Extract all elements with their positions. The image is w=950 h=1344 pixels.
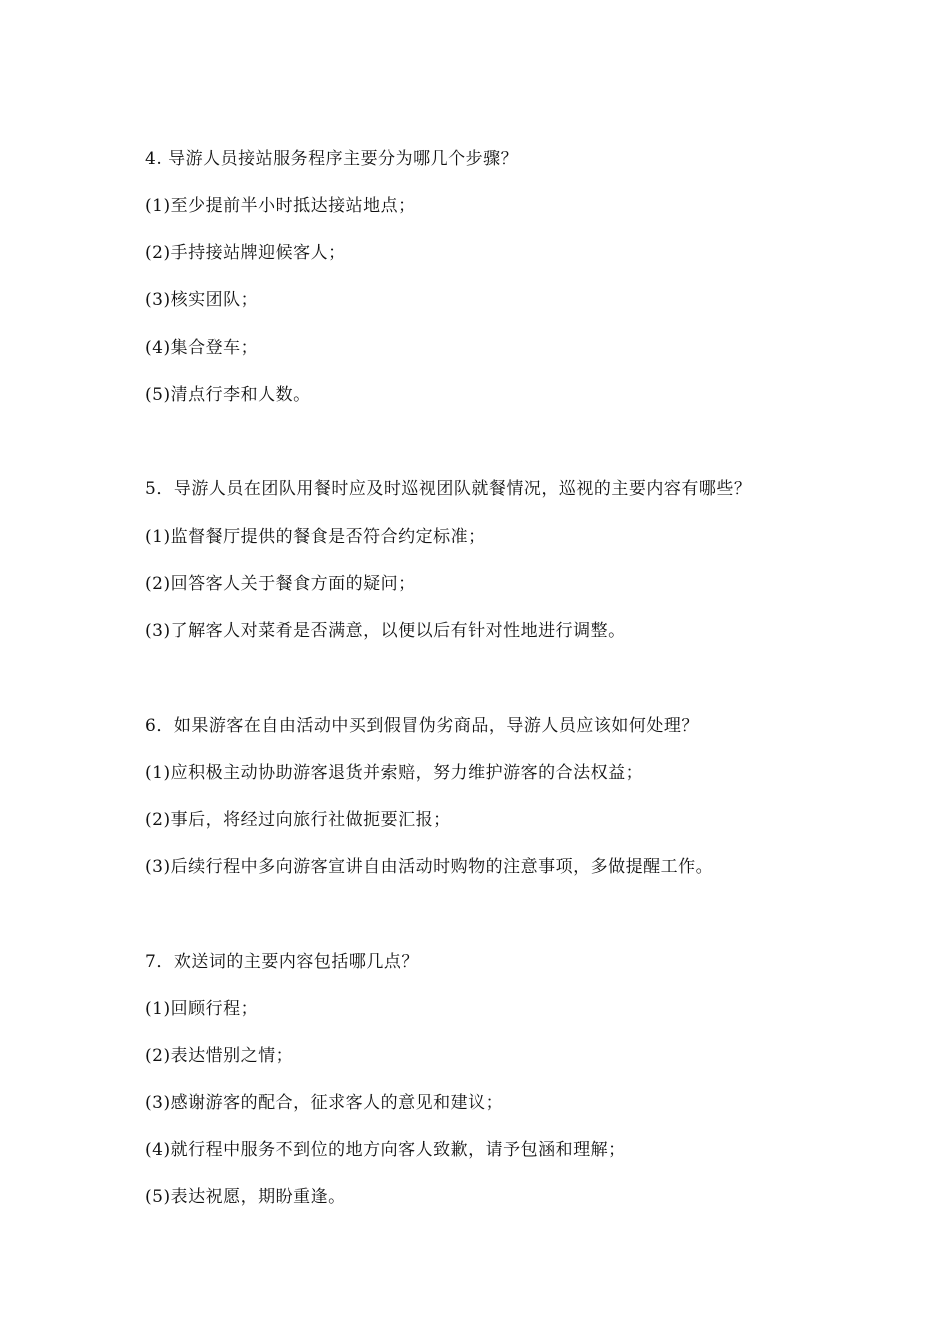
answer-4-3: (3)核实团队； — [145, 290, 259, 310]
answer-7-3: (3)感谢游客的配合，征求客人的意见和建议； — [145, 1093, 504, 1113]
question-4: 4. 导游人员接站服务程序主要分为哪几个步骤？ — [145, 149, 519, 169]
answer-5-3: (3)了解客人对菜肴是否满意，以便以后有针对性地进行调整。 — [145, 621, 626, 641]
answer-5-2: (2)回答客人关于餐食方面的疑问； — [145, 574, 416, 594]
answer-7-1: (1)回顾行程； — [145, 999, 259, 1019]
answer-6-1: (1)应积极主动协助游客退货并索赔，努力维护游客的合法权益； — [145, 763, 644, 783]
answer-6-3: (3)后续行程中多向游客宣讲自由活动时购物的注意事项，多做提醒工作。 — [145, 857, 714, 877]
answer-5-1: (1)监督餐厅提供的餐食是否符合约定标准； — [145, 527, 486, 547]
answer-6-2: (2)事后，将经过向旅行社做扼要汇报； — [145, 810, 451, 830]
question-5: 5．导游人员在团队用餐时应及时巡视团队就餐情况，巡视的主要内容有哪些？ — [145, 479, 752, 499]
answer-4-5: (5)清点行李和人数。 — [145, 385, 311, 405]
answer-4-2: (2)手持接站牌迎候客人； — [145, 243, 346, 263]
question-6: 6．如果游客在自由活动中买到假冒伪劣商品，导游人员应该如何处理？ — [145, 716, 699, 736]
question-7: 7．欢送词的主要内容包括哪几点？ — [145, 952, 419, 972]
answer-7-2: (2)表达惜别之情； — [145, 1046, 294, 1066]
answer-4-4: (4)集合登车； — [145, 338, 259, 358]
answer-4-1: (1)至少提前半小时抵达接站地点； — [145, 196, 416, 216]
answer-7-4: (4)就行程中服务不到位的地方向客人致歉，请予包涵和理解； — [145, 1140, 626, 1160]
answer-7-5: (5)表达祝愿，期盼重逢。 — [145, 1187, 346, 1207]
